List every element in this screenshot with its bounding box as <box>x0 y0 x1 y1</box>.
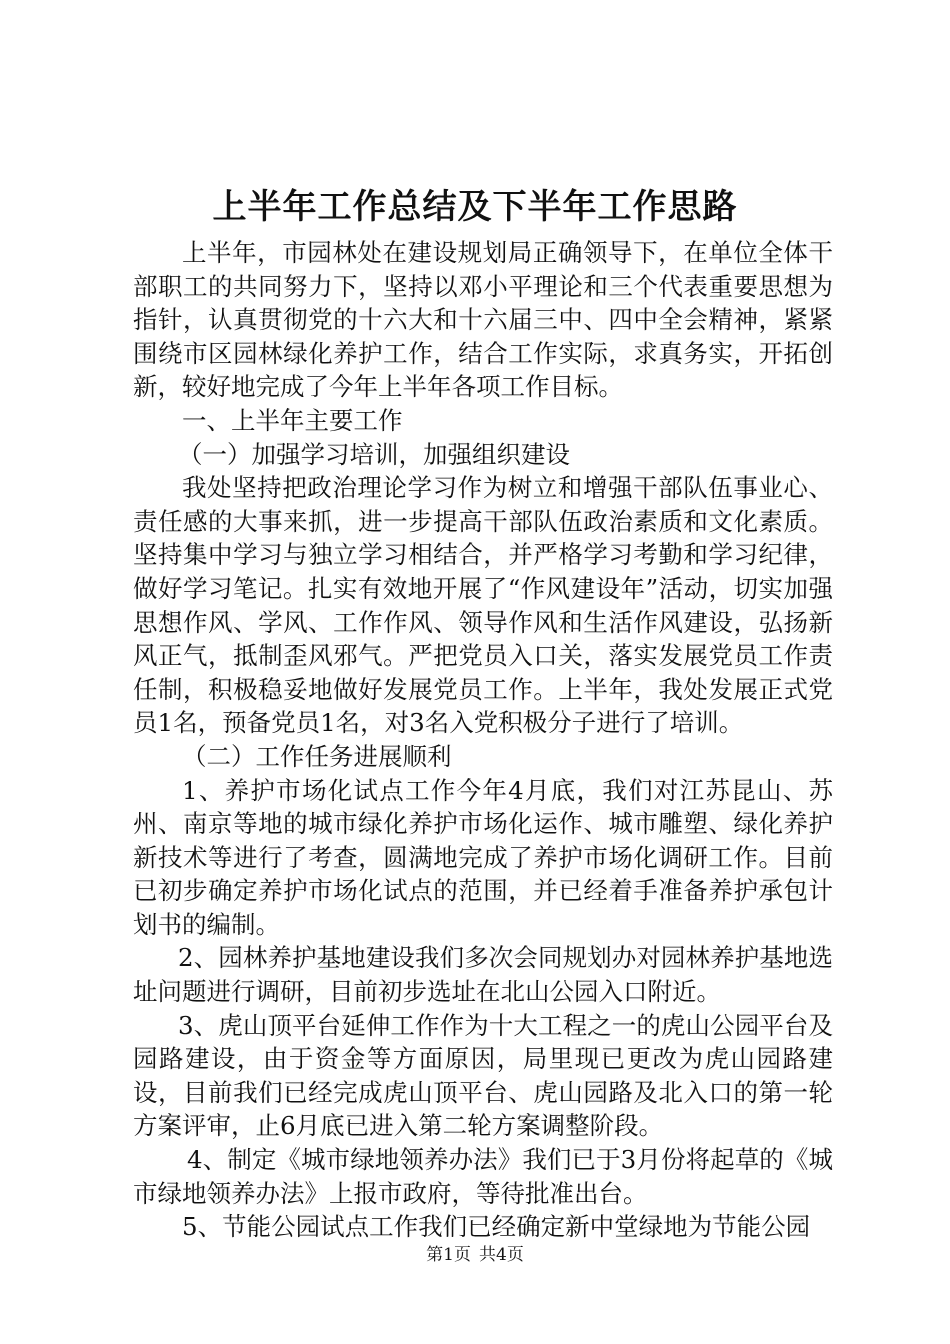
section-heading-1: 一、上半年主要工作 <box>182 405 403 435</box>
task-item-4: 4、制定《城市绿地领养办法》我们已于3月份将起草的《城市绿地领养办法》上报市政府，等待批准出台。 <box>133 1145 833 1208</box>
task-item-3: 3、虎山顶平台延伸工作作为十大工程之一的虎山公园平台及园路建设，由于资金等方面原因，局里现已更改为虎山园路建设，目前我们已经完成虎山顶平台、虎山园路及北入口的第一轮方案评审，止6月底已进入第二轮方案调整阶段。 <box>133 1010 833 1141</box>
document-title: 上半年工作总结及下半年工作思路 <box>212 187 738 227</box>
study-paragraph: 我处坚持把政治理论学习作为树立和增强干部队伍事业心、责任感的大事来抓，进一步提高干部队伍政治素质和文化素质。坚持集中学习与独立学习相结合，并严格学习考勤和学习纪律，做好学习笔记。扎实有效地开展了“作风建设年”活动，切实加强思想作风、学风、工作作风、领导作风和生活作风建设，弘扬新风正气，抵制歪风邪气。严把党员入口关，落实发展党员工作责任制，积极稳妥地做好发展党员工作。上半年，我处发展正式党员1名，预备党员1名，对3名入党积极分子进行了培训。 <box>133 473 833 738</box>
task-item-2: 2、园林养护基地建设我们多次会同规划办对园林养护基地选址问题进行调研，目前初步选址在北山公园入口附近。 <box>133 943 833 1007</box>
document-body <box>133 236 833 1244</box>
page-number: 第1页 <box>426 1245 471 1265</box>
subsection-heading-2: （二）工作任务进展顺利 <box>182 741 452 771</box>
task-item-1: 1、养护市场化试点工作今年4月底，我们对江苏昆山、苏州、南京等地的城市绿化养护市场化运作、城市雕塑、绿化养护新技术等进行了考查，圆满地完成了养护市场化调研工作。目前已初步确定养护市场化试点的范围，并已经着手准备养护承包计划书的编制。 <box>133 775 833 939</box>
task-item-5: 5、节能公园试点工作我们已经确定新中堂绿地为节能公园 <box>182 1212 811 1242</box>
subsection-heading-1: （一）加强学习培训，加强组织建设 <box>178 439 570 469</box>
page-footer <box>0 1243 950 1267</box>
intro-paragraph: 上半年，市园林处在建设规划局正确领导下，在单位全体干部职工的共同努力下，坚持以邓小平理论和三个代表重要思想为指针，认真贯彻党的十六大和十六届三中、四中全会精神，紧紧围绕市区园林绿化养护工作，结合工作实际，求真务实，开拓创新，较好地完成了今年上半年各项工作目标。 <box>133 238 833 402</box>
page-total: 共4页 <box>479 1245 524 1265</box>
